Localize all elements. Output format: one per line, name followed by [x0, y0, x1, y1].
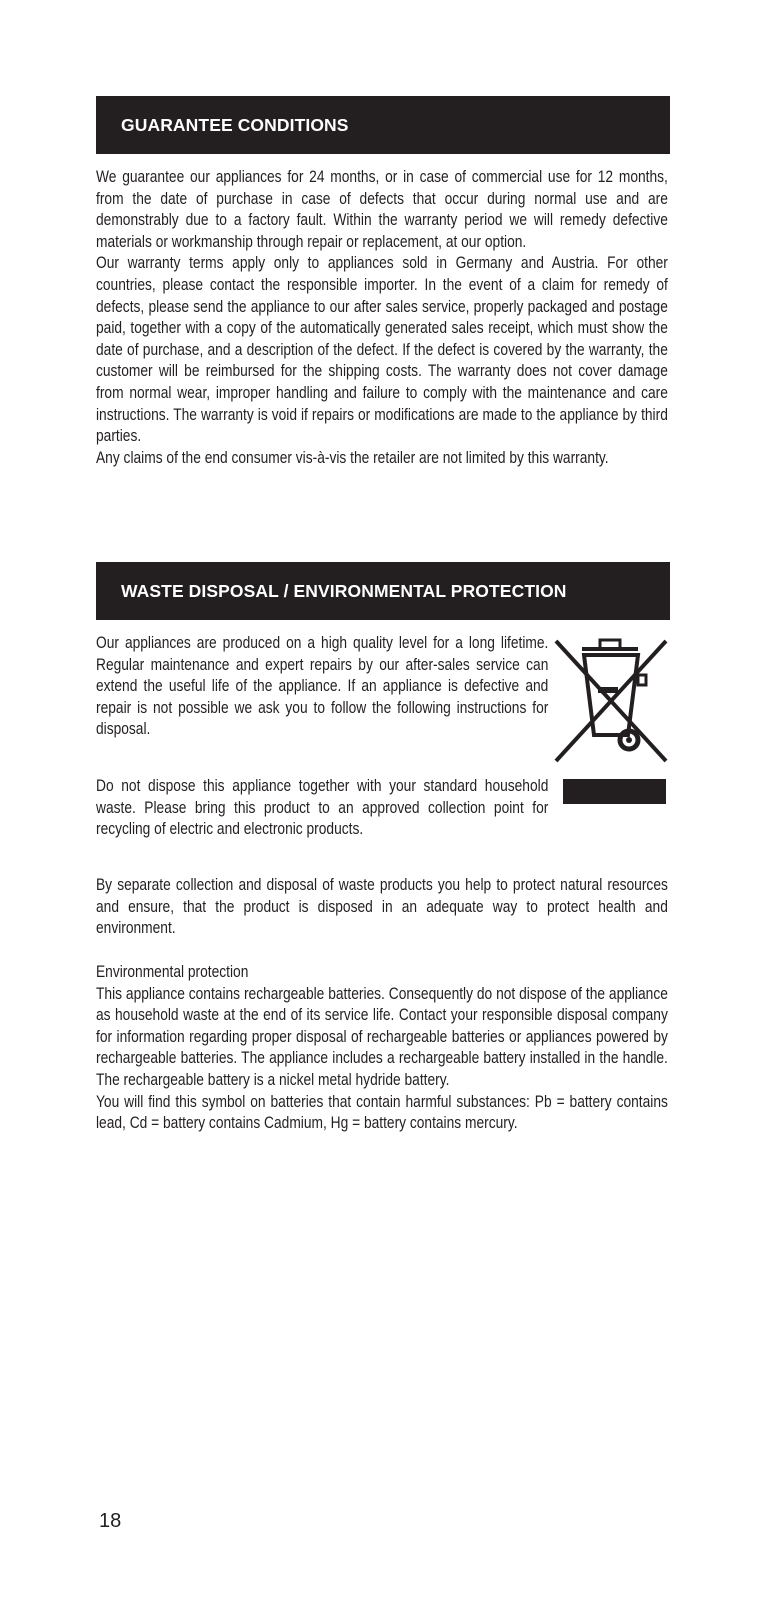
- disposal-separate-text: By separate collection and disposal of waste products you help to protect natural resources and ensure, that the product is disposed in an adequate way to protect health and environment.: [96, 875, 668, 938]
- guarantee-heading: [96, 96, 670, 154]
- battery-symbol-text: You will find this symbol on batteries that contain harmful substances: Pb = battery contains lead, Cd = battery contains Cadmium, Hg = battery contains mercury.: [96, 1091, 668, 1133]
- env-text: This appliance contains rechargeable batteries. Consequently do not dispose of the appliance as household waste at the end of its service life. Contact your responsible disposal company for information regarding proper disposal of rechargeable batteries or appliances powered by rechargeable batteries. The appliance includes a rechargeable battery installed in the handle. The rechargeable battery is a nickel metal hydride battery.: [96, 983, 668, 1089]
- bin-bar: [563, 779, 666, 804]
- disposal-household-text: Do not dispose this appliance together with your standard household waste. Please bring this product to an approved collection point for recycling of electric and electronic products.: [96, 776, 549, 839]
- guarantee-paragraph: Any claims of the end consumer vis-à-vis the retailer are not limited by this warranty.: [96, 447, 609, 467]
- guarantee-paragraph: Our warranty terms apply only to appliances sold in Germany and Austria. For other countries, please contact the responsible importer. In the event of a claim for remedy of defects, please send the appliance to our after sales service, properly packaged and postage paid, together with a copy of the automatically generated sales receipt, which must show the date of purchase, and a description of the defect. If the defect is covered by the warranty, the customer will be reimbursed for the shipping costs. The warranty does not cover damage from normal wear, improper handling and failure to comply with the maintenance and care instructions. The warranty is void if repairs or modifications are made to the appliance by third parties.: [96, 253, 668, 446]
- env-title: Environmental protection: [96, 962, 249, 981]
- disposal-household: [96, 775, 548, 840]
- guarantee-paragraph: We guarantee our appliances for 24 months, or in case of commercial use for 12 months, from the date of purchase in case of defects that occur during normal use and are demonstrably due to a factory fault. Within the warranty period we will remedy defective materials or workmanship through repair or replacement, at our option.: [96, 167, 668, 251]
- disposal-heading: [96, 562, 670, 620]
- disposal-intro: [96, 632, 548, 740]
- guarantee-heading-text: GUARANTEE CONDITIONS: [121, 114, 349, 135]
- guarantee-body: [96, 166, 668, 468]
- environmental-protection: [96, 961, 668, 1134]
- disposal-separate: [96, 874, 668, 939]
- disposal-intro-text: Our appliances are produced on a high quality level for a long lifetime. Regular maintenance and expert repairs by our after-sales service can extend the useful life of the appliance. If an appliance is defective and repair is not possible we ask you to follow the following instructions for disposal.: [96, 633, 549, 739]
- crossed-out-wheelie-bin-icon: [550, 637, 672, 769]
- page-number: 18: [99, 1510, 122, 1532]
- disposal-heading-text: WASTE DISPOSAL / ENVIRONMENTAL PROTECTION: [121, 580, 567, 601]
